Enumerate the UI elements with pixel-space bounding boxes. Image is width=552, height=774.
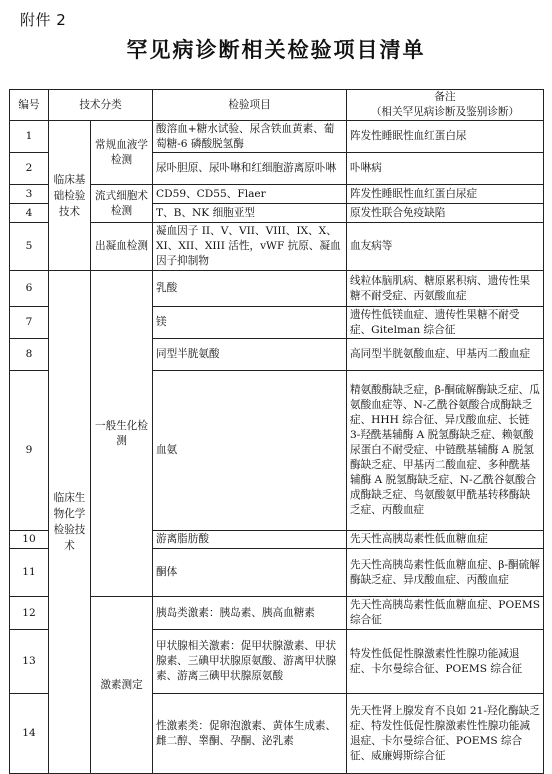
row-no: 1	[10, 121, 49, 153]
row-note: 先天性高胰岛素性低血糖血症、β-酮硫解酶缺乏症、异戊酸血症、丙酸血症	[347, 549, 544, 597]
row-note: 阵发性睡眠性血红蛋白尿	[347, 121, 544, 153]
row-item: 游离脂肪酸	[153, 531, 347, 549]
row-no: 5	[10, 223, 49, 271]
row-no: 10	[10, 531, 49, 549]
page-title: 罕见病诊断相关检验项目清单	[126, 38, 426, 62]
table-row	[10, 223, 544, 271]
row-note: 高同型半胱氨酸血症、甲基丙二酸血症	[347, 339, 544, 371]
header-note-subtitle: （相关罕见病诊断及鉴别诊断）	[370, 106, 520, 118]
row-item: 尿卟胆原、尿卟啉和红细胞游离原卟啉	[153, 153, 347, 185]
row-item: 胰岛类激素：胰岛素、胰高血糖素	[153, 597, 347, 630]
row-item: 凝血因子 II、V、VII、VIII、IX、X、XI、XII、XIII 活性，vWF 抗原、凝血因子抑制物	[153, 223, 347, 271]
row-item: 乳酸	[153, 271, 347, 307]
table-row	[10, 185, 544, 204]
row-item: 性激素类：促卵泡激素、黄体生成素、雌二醇、睾酮、孕酮、泌乳素	[153, 694, 347, 774]
row-item: 酸溶血+糖水试验、尿含铁血黄素、葡萄糖-6 磷酸脱氢酶	[153, 121, 347, 153]
row-no: 12	[10, 597, 49, 630]
row-note: 血友病等	[347, 223, 544, 271]
row-item: 酮体	[153, 549, 347, 597]
header-no: 编号	[10, 90, 49, 121]
subgroup-flow-cytometry: 流式细胞术检测	[91, 185, 153, 223]
subgroup-hormone: 激素测定	[91, 597, 153, 774]
row-note: 线粒体脑肌病、糖原累积病、遗传性果糖不耐受症、丙氨酸血症	[347, 271, 544, 307]
row-note: 先天性高胰岛素性低血糖血症	[347, 531, 544, 549]
subgroup-coagulation: 出凝血检测	[91, 223, 153, 271]
row-item: T、B、NK 细胞亚型	[153, 204, 347, 223]
row-note: 遗传性低镁血症、遗传性果糖不耐受症、Gitelman 综合征	[347, 307, 544, 339]
row-note: 阵发性睡眠性血红蛋白尿症	[347, 185, 544, 204]
row-no: 13	[10, 630, 49, 694]
row-note: 特发性低促性腺激素性性腺功能减退症、卡尔曼综合征、POEMS 综合征	[347, 630, 544, 694]
header-note-title: 备注	[434, 91, 456, 103]
row-note: 原发性联合免疫缺陷	[347, 204, 544, 223]
row-no: 9	[10, 371, 49, 531]
row-item: 甲状腺相关激素：促甲状腺激素、甲状腺素、三碘甲状腺原氨酸、游离甲状腺素、游离三碘甲状腺原氨酸	[153, 630, 347, 694]
subgroup-routine-blood: 常规血液学检测	[91, 121, 153, 185]
row-no: 2	[10, 153, 49, 185]
header-tech-category: 技术分类	[49, 90, 153, 121]
attachment-label: 附件 2	[20, 11, 67, 29]
row-no: 7	[10, 307, 49, 339]
group-clinical-biochem: 临床生物化学检验技术	[49, 271, 91, 774]
group-clinical-basic: 临床基础检验技术	[49, 121, 91, 271]
table-row	[10, 121, 544, 153]
row-no: 6	[10, 271, 49, 307]
header-note	[347, 90, 544, 121]
row-item: 同型半胱氨酸	[153, 339, 347, 371]
row-no: 8	[10, 339, 49, 371]
row-item: 血氨	[153, 371, 347, 531]
row-note: 卟啉病	[347, 153, 544, 185]
row-note: 精氨酸酶缺乏症，β-酮硫解酶缺乏症、瓜氨酸血症等、N-乙酰谷氨酸合成酶缺乏症、HHH 综合征、异戊酸血症、长链 3-羟酰基辅酶 A 脱氢酶缺乏症、赖氨酸尿蛋白不耐受症、中链酰基辅酶 A 脱氢酶缺乏症、甲基丙二酸血症、多种酰基辅酶 A 脱氢酶缺乏症、N-乙酰谷氨酸合成酶缺乏症、鸟氨酸氨甲酰基转移酶缺乏症、丙酸血症	[347, 371, 544, 531]
row-no: 4	[10, 204, 49, 223]
row-note: 先天性高胰岛素性低血糖血症、POEMS 综合征	[347, 597, 544, 630]
row-no: 14	[10, 694, 49, 774]
table-header-row	[10, 90, 544, 121]
row-no: 3	[10, 185, 49, 204]
row-note: 先天性肾上腺发育不良如 21-羟化酶缺乏症、特发性低促性腺激素性性腺功能减退症、卡尔曼综合征、POEMS 综合征、威廉姆斯综合征	[347, 694, 544, 774]
row-no: 11	[10, 549, 49, 597]
row-item: CD59、CD55、Flaer	[153, 185, 347, 204]
row-item: 镁	[153, 307, 347, 339]
test-items-table	[9, 89, 544, 774]
header-test-item: 检验项目	[153, 90, 347, 121]
table-row	[10, 597, 544, 630]
table-row	[10, 271, 544, 307]
subgroup-general-biochem: 一般生化检测	[91, 271, 153, 597]
